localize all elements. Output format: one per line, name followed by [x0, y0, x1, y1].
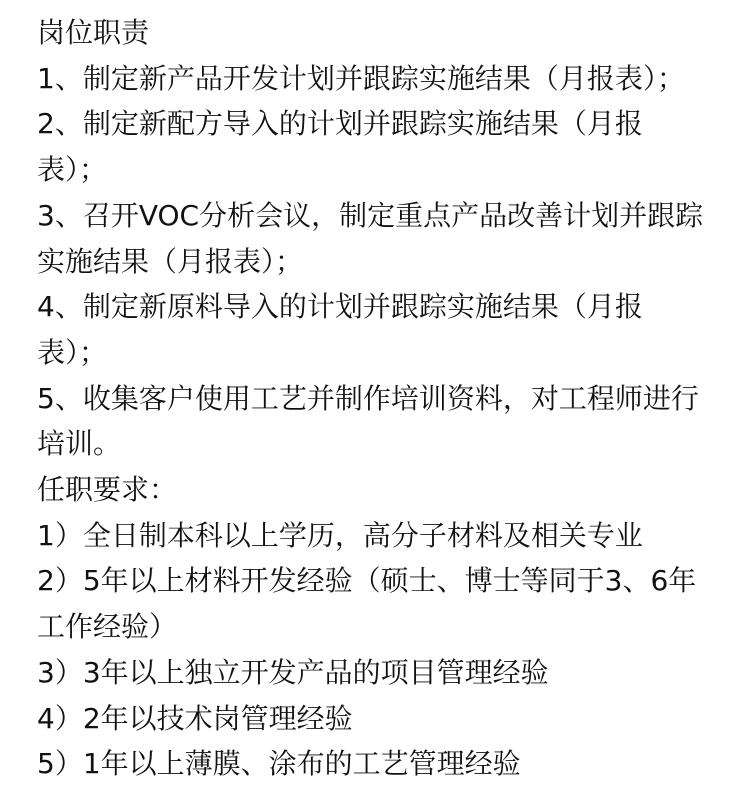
requirement-item-3: 3）3年以上独立开发产品的项目管理经验 [37, 655, 549, 689]
duty-item-1: 1、制定新产品开发计划并跟踪实施结果（月报表）； [37, 61, 685, 95]
duty-item-5: 5、收集客户使用工艺并制作培训资料，对工程师进行 [37, 381, 699, 415]
duty-item-2: 2、制定新配方导入的计划并跟踪实施结果（月报 [37, 107, 643, 141]
requirement-item-5: 5）1年以上薄膜、涂布的工艺管理经验 [37, 747, 521, 781]
requirement-item-4: 4）2年以技术岗管理经验 [37, 701, 353, 735]
duty-item-5-continued: 培训。 [37, 427, 122, 461]
requirement-item-2: 2）5年以上材料开发经验（硕士、博士等同于3、6年 [37, 564, 697, 598]
job-description-text [37, 10, 717, 787]
duty-item-4-continued: 表）； [37, 335, 108, 369]
duty-item-4: 4、制定新原料导入的计划并跟踪实施结果（月报 [37, 290, 643, 324]
requirement-item-2-continued: 工作经验） [37, 610, 178, 644]
requirement-item-1: 1）全日制本科以上学历，高分子材料及相关专业 [37, 518, 643, 552]
duty-item-2-continued: 表）； [37, 153, 108, 187]
duty-item-3: 3、召开VOC分析会议，制定重点产品改善计划并跟踪 [37, 198, 704, 232]
duties-heading: 岗位职责 [37, 16, 150, 49]
duty-item-3-continued: 实施结果（月报表）； [37, 244, 304, 278]
requirements-heading: 任职要求： [37, 473, 178, 507]
